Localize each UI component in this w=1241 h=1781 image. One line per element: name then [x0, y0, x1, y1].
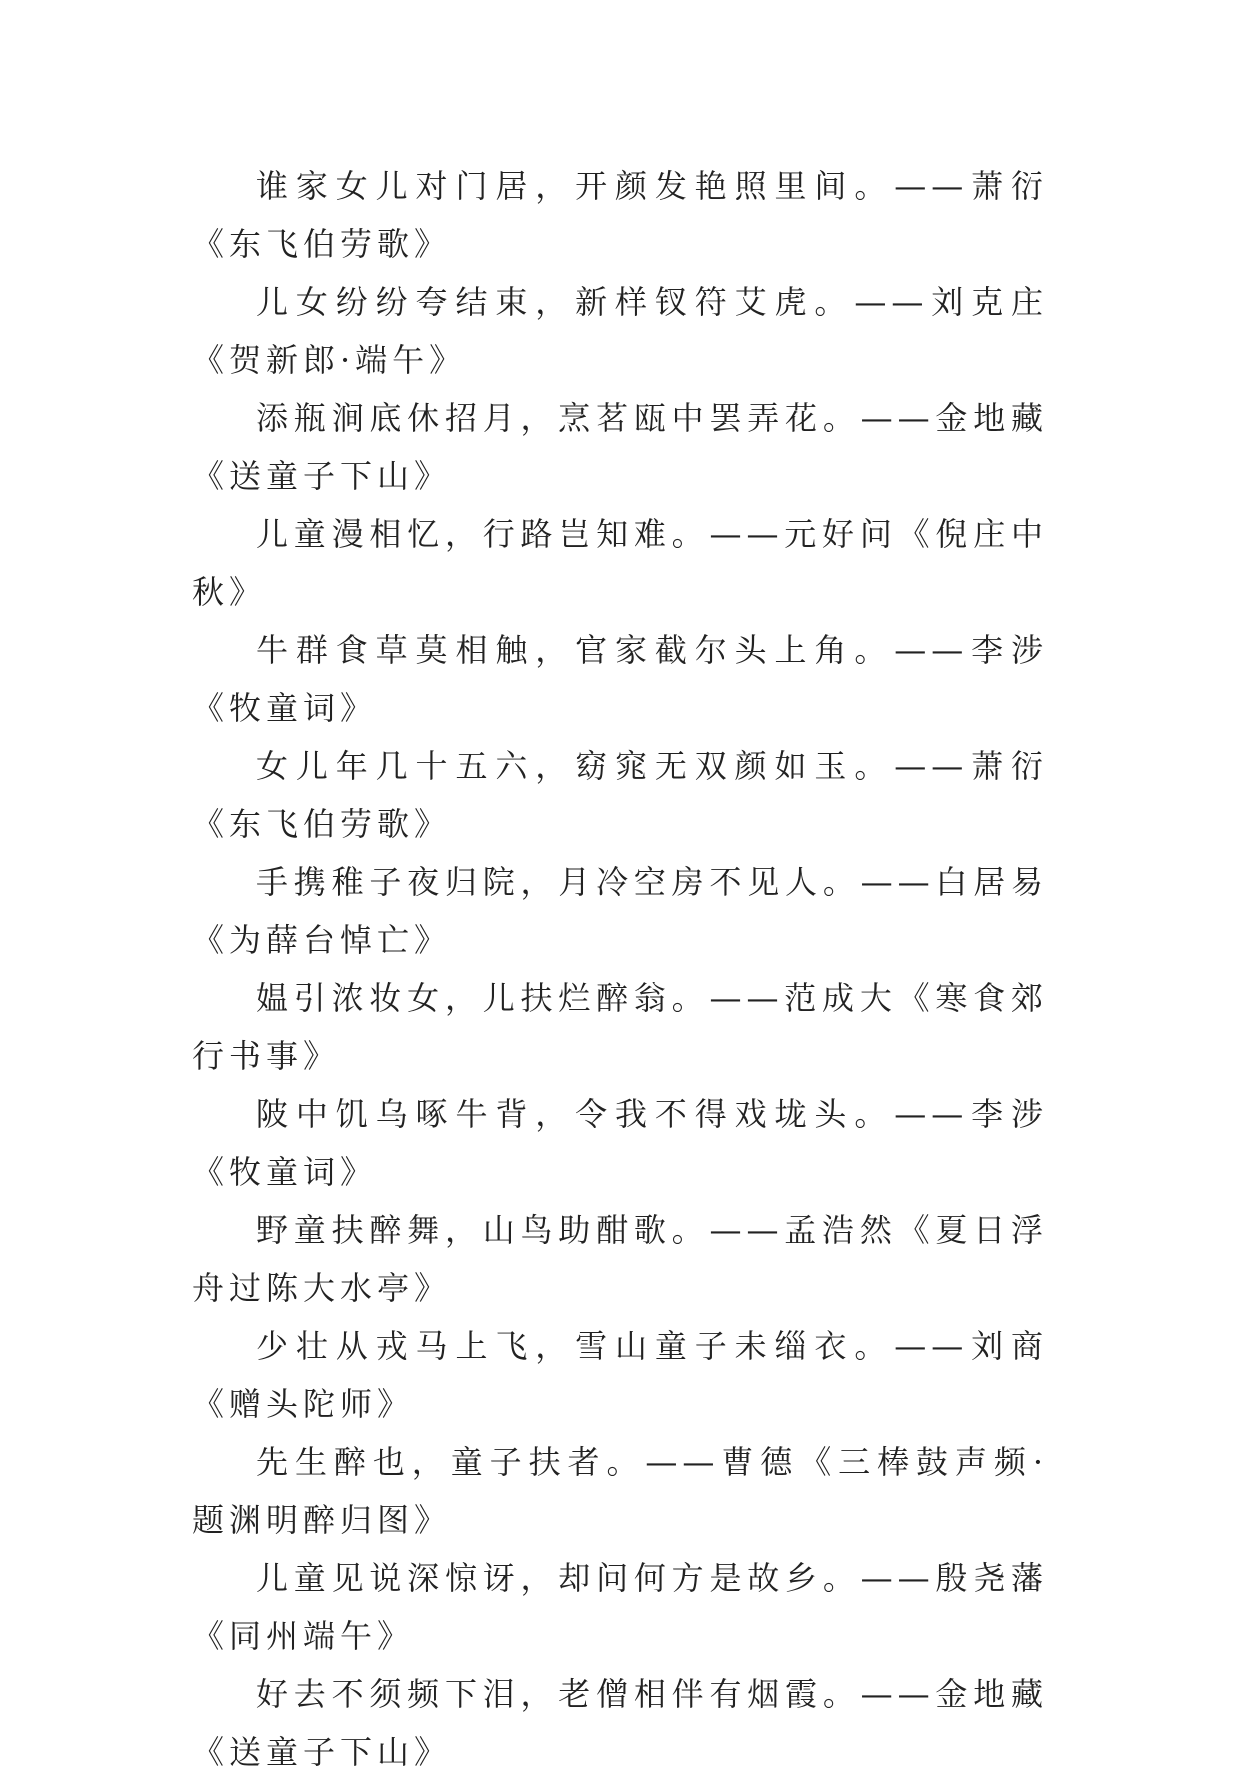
quote-paragraph: 儿童漫相忆，行路岂知难。——元好问《倪庄中秋》 — [192, 515, 1048, 611]
poem-quote-list — [192, 157, 1048, 1781]
quote-paragraph: 先生醉也，童子扶者。——曹德《三棒鼓声频·题渊明醉归图》 — [192, 1443, 1048, 1539]
quote-paragraph: 添瓶涧底休招月，烹茗瓯中罢弄花。——金地藏《送童子下山》 — [192, 399, 1048, 495]
quote-paragraph: 儿童见说深惊讶，却问何方是故乡。——殷尧藩《同州端午》 — [192, 1559, 1048, 1655]
quote-paragraph: 儿女纷纷夸结束，新样钗符艾虎。——刘克庄《贺新郎·端午》 — [192, 283, 1048, 379]
quote-paragraph: 野童扶醉舞，山鸟助酣歌。——孟浩然《夏日浮舟过陈大水亭》 — [192, 1211, 1048, 1307]
quote-paragraph: 媪引浓妆女，儿扶烂醉翁。——范成大《寒食郊行书事》 — [192, 979, 1048, 1075]
quote-paragraph: 少壮从戎马上飞，雪山童子未缁衣。——刘商《赠头陀师》 — [192, 1327, 1048, 1423]
quote-paragraph: 牛群食草莫相触，官家截尔头上角。——李涉《牧童词》 — [192, 631, 1048, 727]
quote-paragraph: 手携稚子夜归院，月冷空房不见人。——白居易《为薛台悼亡》 — [192, 863, 1048, 959]
quote-paragraph: 谁家女儿对门居，开颜发艳照里间。——萧衍《东飞伯劳歌》 — [192, 167, 1048, 263]
quote-paragraph: 好去不须频下泪，老僧相伴有烟霞。——金地藏《送童子下山》 — [192, 1675, 1048, 1771]
quote-paragraph: 陂中饥乌啄牛背，令我不得戏垅头。——李涉《牧童词》 — [192, 1095, 1048, 1191]
quote-paragraph: 女儿年几十五六，窈窕无双颜如玉。——萧衍《东飞伯劳歌》 — [192, 747, 1048, 843]
